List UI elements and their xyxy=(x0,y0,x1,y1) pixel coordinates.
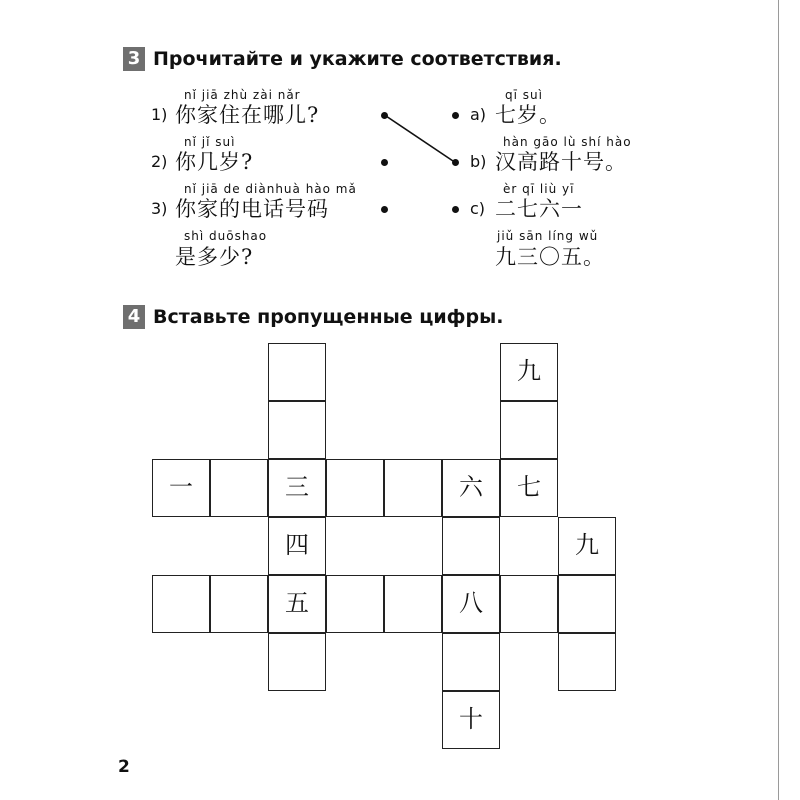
crossword-cell-filled: 七 xyxy=(500,459,558,517)
crossword-cell-filled: 五 xyxy=(268,575,326,633)
question-2-number: 2) xyxy=(151,152,168,171)
answer-a-match-dot[interactable] xyxy=(452,112,459,119)
question-3-pinyin-line2: shì duōshao xyxy=(184,229,268,243)
crossword-cell-empty[interactable] xyxy=(268,633,326,691)
question-1-match-dot[interactable] xyxy=(381,112,388,119)
page-number: 2 xyxy=(118,757,130,777)
crossword-cell-empty[interactable] xyxy=(210,575,268,633)
answer-b-letter: b) xyxy=(470,152,487,171)
page-edge-line xyxy=(778,0,779,800)
crossword-cell-empty[interactable] xyxy=(500,401,558,459)
section-3-number: 3 xyxy=(123,47,145,71)
answer-c-text: 二七六一 xyxy=(495,197,583,221)
crossword-cell-filled: 一 xyxy=(152,459,210,517)
answer-a-pinyin: qī suì xyxy=(505,88,543,102)
answer-c-pinyin-line2: jiǔ sān líng wǔ xyxy=(497,229,599,243)
question-2-pinyin: nǐ jǐ suì xyxy=(184,135,236,149)
question-2-text: 你几岁? xyxy=(175,150,254,174)
crossword-cell-empty[interactable] xyxy=(326,575,384,633)
question-1-text: 你家住在哪儿? xyxy=(175,103,320,127)
crossword-cell-empty[interactable] xyxy=(152,575,210,633)
crossword-cell-filled: 九 xyxy=(558,517,616,575)
crossword-cell-filled: 六 xyxy=(442,459,500,517)
crossword-cell-empty[interactable] xyxy=(500,575,558,633)
answer-a-text: 七岁。 xyxy=(495,103,561,127)
section-4-title: Вставьте пропущенные цифры. xyxy=(153,306,504,328)
answer-b-pinyin: hàn gāo lù shí hào xyxy=(503,135,632,149)
crossword-cell-empty[interactable] xyxy=(268,343,326,401)
answer-c-letter: c) xyxy=(470,199,486,218)
crossword-cell-empty[interactable] xyxy=(268,401,326,459)
crossword-cell-filled: 八 xyxy=(442,575,500,633)
crossword-cell-empty[interactable] xyxy=(442,517,500,575)
section-4-number: 4 xyxy=(123,305,145,329)
answer-b-text: 汉高路十号。 xyxy=(495,150,627,174)
crossword-cell-empty[interactable] xyxy=(558,633,616,691)
match-line-1-b xyxy=(386,116,456,163)
answer-b-match-dot[interactable] xyxy=(452,159,459,166)
answer-a-letter: a) xyxy=(470,105,487,124)
crossword-cell-empty[interactable] xyxy=(442,633,500,691)
answer-c-pinyin: èr qī liù yī xyxy=(503,182,575,196)
crossword-cell-empty[interactable] xyxy=(210,459,268,517)
question-3-text-line2: 是多少? xyxy=(175,245,254,269)
crossword-cell-filled: 三 xyxy=(268,459,326,517)
crossword-cell-empty[interactable] xyxy=(384,575,442,633)
crossword-cell-empty[interactable] xyxy=(558,575,616,633)
question-3-number: 3) xyxy=(151,199,168,218)
question-3-match-dot[interactable] xyxy=(381,206,388,213)
question-3-text: 你家的电话号码 xyxy=(175,197,329,221)
crossword-cell-filled: 四 xyxy=(268,517,326,575)
question-3-pinyin: nǐ jiā de diànhuà hào mǎ xyxy=(184,182,357,196)
match-lines xyxy=(0,0,800,300)
crossword-cell-empty[interactable] xyxy=(384,459,442,517)
section-3-title: Прочитайте и укажите соответствия. xyxy=(153,48,562,70)
crossword-cell-filled: 九 xyxy=(500,343,558,401)
crossword-cell-filled: 十 xyxy=(442,691,500,749)
question-1-number: 1) xyxy=(151,105,168,124)
answer-c-text-line2: 九三〇五。 xyxy=(495,245,605,269)
answer-c-match-dot[interactable] xyxy=(452,206,459,213)
crossword-cell-empty[interactable] xyxy=(326,459,384,517)
question-2-match-dot[interactable] xyxy=(381,159,388,166)
question-1-pinyin: nǐ jiā zhù zài nǎr xyxy=(184,88,301,102)
